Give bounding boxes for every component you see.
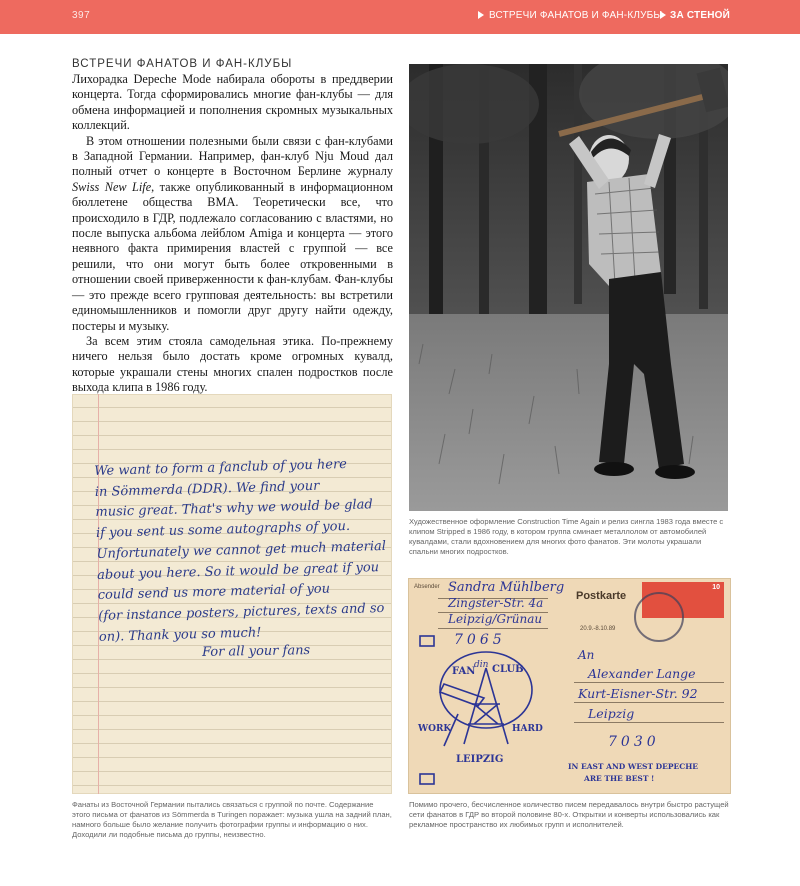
paragraph-2 [72, 134, 393, 334]
address-line [574, 722, 724, 723]
breadcrumb-arrow-icon [660, 11, 666, 19]
letter-line: in Sömmerda (DDR). We find your [94, 478, 320, 500]
postmark-text: 20.9.-8.10.89 [580, 626, 616, 632]
doodle-fan-text: FAN [452, 666, 476, 677]
letter-line: if you sent us some autographs of you. [95, 518, 351, 542]
paragraph-2-text: В этом отношении полезными были связи с фан-клубами в Западной Германии. Например, фан-клуб Nju Moud дал полный отчет о концерте в Восточном Берлине журналу [72, 133, 393, 179]
doodle-din-text: din [474, 660, 489, 670]
recipient-city: Leipzig [588, 706, 635, 721]
letter-caption: Фанаты из Восточной Германии пытались связаться с группой по почте. Содержание этого письма от фанатов из Sömmerda в Turingen поражает: музыка ушла на задний план, намного больше было желание получить фотографии группы и информацию о них. Доходили ли подобные письма до группы, неизвестно. [72, 800, 392, 839]
paragraph-3: За всем этим стояла самодельная этика. По-прежнему ничего нельзя было достать кроме огромных кувалд, которые украшали стены многих спален подростков после выхода клипа в 1986 году. [72, 333, 393, 395]
letter-line: Unfortunately we cannot get much material [96, 538, 387, 562]
letter-line: about you here. So it would be great if you [96, 559, 380, 583]
page-header [0, 0, 800, 34]
breadcrumb-arrow-icon [478, 11, 484, 19]
address-line [574, 702, 724, 703]
breadcrumb-section: ВСТРЕЧИ ФАНАТОВ И ФАН-КЛУБЫ [489, 10, 663, 21]
letter-handwriting [94, 454, 389, 648]
fan-letter-image [72, 394, 392, 794]
doodle-hard-text: HARD [512, 724, 543, 734]
postmark-circle [634, 592, 684, 642]
sender-city: Leipzig/Grünau [448, 612, 543, 626]
postcard-caption: Помимо прочего, бесчисленное количество писем передавалось внутри быстро растущей сети фанатов в ГДР во второй половине 80-х. Открытки и конверты использовались как рекламное пространство их любимых групп и исполнителей. [409, 800, 729, 829]
fan-club-doodle [414, 634, 564, 794]
photo-illustration [409, 64, 728, 511]
section-heading: ВСТРЕЧИ ФАНАТОВ И ФАН-КЛУБЫ [72, 58, 293, 70]
page-number: 397 [72, 10, 91, 21]
letter-signature: For all your fans [201, 643, 311, 660]
slogan-line-2: ARE THE BEST ! [584, 774, 655, 783]
sender-name: Sandra Mühlberg [448, 580, 565, 595]
recipient-street: Kurt-Eisner-Str. 92 [578, 686, 698, 701]
stamp-value: 10 [712, 584, 720, 591]
paragraph-2-text-cont: , также опубликованный в информационном бюллетене общества ВМА. Теоретически все, что происходило в ГДР, подлежало согласованию с властями, но после выпуска альбома лейблом Amiga и концерта — этого неявного факта примирения властей с группой — все решили, что они могут быть более откровенными в отношении своей приверженности к фан-клубам. Фан-клубы — это прежде всего групповая деятельность: вы встретили единомышленников и помогли друг другу найти одежду, постеры и музыку. [72, 179, 393, 333]
recipient-prefix: An [578, 648, 595, 662]
recipient-name: Alexander Lange [588, 666, 696, 681]
magazine-title: Swiss New Life [72, 179, 152, 194]
article-body [72, 72, 393, 396]
doodle-leipzig-text: LEIPZIG [456, 754, 504, 765]
letter-line: music great. That's why we would be glad [95, 497, 373, 521]
doodle-club-text: CLUB [492, 664, 524, 675]
sender-label: Absender [414, 584, 440, 590]
postcard-title: Postkarte [576, 590, 627, 602]
doodle-work-text: WORK [418, 724, 452, 734]
fan-sledgehammer-photo [409, 64, 728, 511]
address-line [574, 682, 724, 683]
recipient-postcode: 7030 [608, 734, 660, 750]
slogan-line-1: IN EAST AND WEST DEPECHE [568, 762, 699, 771]
sender-postcode: 7065 [454, 632, 506, 648]
letter-line: (for instance posters, pictures, texts and so [98, 600, 385, 624]
paragraph-1: Лихорадка Depeche Mode набирала обороты в преддверии концерта. Тогда сформировались многие фан-клубы — для обмена информацией и пополнения скромных музыкальных коллекций. [72, 72, 393, 133]
photo-caption: Художественное оформление Construction Time Again и релиз сингла 1983 года вместе с клипом Stripped в 1986 году, в котором группа сминает металлолом от автомобилей кувалдами, стали вдохновением для многих фото фанатов. Эти молоты украшали спальни многих подростков. [409, 517, 724, 556]
letter-line: We want to form a fanclub of you here [94, 456, 348, 479]
sender-street: Zingster-Str. 4a [448, 596, 544, 610]
fanclub-postcard-image [408, 578, 731, 794]
letter-line: could send us more material of you [97, 581, 331, 604]
breadcrumb-chapter: ЗА СТЕНОЙ [670, 10, 731, 21]
letter-line: on). Thank you so much! [98, 625, 262, 645]
address-line [438, 628, 548, 629]
